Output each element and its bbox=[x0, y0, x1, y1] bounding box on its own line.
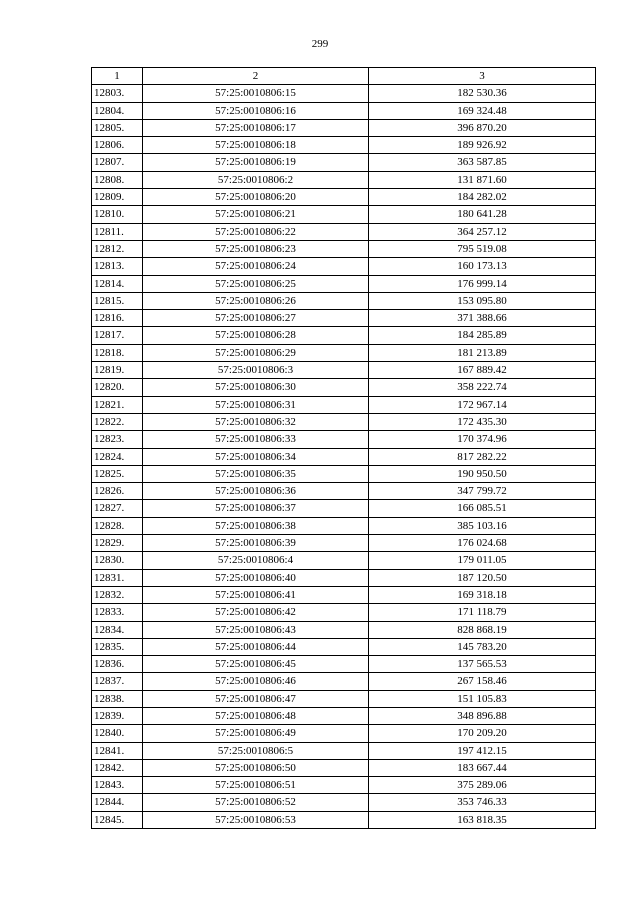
row-number-cell: 12804. bbox=[92, 102, 143, 119]
cadastral-number-cell: 57:25:0010806:18 bbox=[143, 137, 369, 154]
cadastral-number-cell: 57:25:0010806:38 bbox=[143, 517, 369, 534]
value-cell: 167 889.42 bbox=[369, 362, 596, 379]
row-number-cell: 12833. bbox=[92, 604, 143, 621]
cadastral-number-cell: 57:25:0010806:24 bbox=[143, 258, 369, 275]
value-cell: 170 374.96 bbox=[369, 431, 596, 448]
table-row bbox=[92, 811, 596, 828]
cadastral-number-cell: 57:25:0010806:41 bbox=[143, 586, 369, 603]
value-cell: 181 213.89 bbox=[369, 344, 596, 361]
value-cell: 179 011.05 bbox=[369, 552, 596, 569]
row-number-cell: 12840. bbox=[92, 725, 143, 742]
row-number-cell: 12822. bbox=[92, 413, 143, 430]
cadastral-number-cell: 57:25:0010806:2 bbox=[143, 171, 369, 188]
value-cell: 184 282.02 bbox=[369, 189, 596, 206]
cadastral-number-cell: 57:25:0010806:53 bbox=[143, 811, 369, 828]
cadastral-number-cell: 57:25:0010806:3 bbox=[143, 362, 369, 379]
cadastral-number-cell: 57:25:0010806:36 bbox=[143, 483, 369, 500]
row-number-cell: 12843. bbox=[92, 777, 143, 794]
table-row bbox=[92, 275, 596, 292]
table-row bbox=[92, 707, 596, 724]
value-cell: 172 435.30 bbox=[369, 413, 596, 430]
row-number-cell: 12845. bbox=[92, 811, 143, 828]
value-cell: 131 871.60 bbox=[369, 171, 596, 188]
table-row bbox=[92, 794, 596, 811]
cadastral-number-cell: 57:25:0010806:40 bbox=[143, 569, 369, 586]
row-number-cell: 12812. bbox=[92, 240, 143, 257]
cadastral-number-cell: 57:25:0010806:51 bbox=[143, 777, 369, 794]
row-number-cell: 12818. bbox=[92, 344, 143, 361]
cadastral-number-cell: 57:25:0010806:50 bbox=[143, 759, 369, 776]
value-cell: 375 289.06 bbox=[369, 777, 596, 794]
value-cell: 363 587.85 bbox=[369, 154, 596, 171]
value-cell: 170 209.20 bbox=[369, 725, 596, 742]
row-number-cell: 12835. bbox=[92, 638, 143, 655]
row-number-cell: 12809. bbox=[92, 189, 143, 206]
header-row bbox=[92, 68, 596, 85]
row-number-cell: 12803. bbox=[92, 85, 143, 102]
table-row bbox=[92, 310, 596, 327]
cadastral-number-cell: 57:25:0010806:27 bbox=[143, 310, 369, 327]
row-number-cell: 12823. bbox=[92, 431, 143, 448]
table-row bbox=[92, 535, 596, 552]
value-cell: 828 868.19 bbox=[369, 621, 596, 638]
value-cell: 163 818.35 bbox=[369, 811, 596, 828]
table-row bbox=[92, 517, 596, 534]
cadastral-number-cell: 57:25:0010806:46 bbox=[143, 673, 369, 690]
row-number-cell: 12820. bbox=[92, 379, 143, 396]
table-row bbox=[92, 465, 596, 482]
table-row bbox=[92, 586, 596, 603]
table-row bbox=[92, 292, 596, 309]
row-number-cell: 12838. bbox=[92, 690, 143, 707]
table-row bbox=[92, 413, 596, 430]
value-cell: 347 799.72 bbox=[369, 483, 596, 500]
row-number-cell: 12810. bbox=[92, 206, 143, 223]
cadastral-number-cell: 57:25:0010806:30 bbox=[143, 379, 369, 396]
cadastral-number-cell: 57:25:0010806:4 bbox=[143, 552, 369, 569]
row-number-cell: 12839. bbox=[92, 707, 143, 724]
table-row bbox=[92, 223, 596, 240]
row-number-cell: 12827. bbox=[92, 500, 143, 517]
cadastral-number-cell: 57:25:0010806:39 bbox=[143, 535, 369, 552]
row-number-cell: 12806. bbox=[92, 137, 143, 154]
value-cell: 169 318.18 bbox=[369, 586, 596, 603]
table-row bbox=[92, 362, 596, 379]
value-cell: 396 870.20 bbox=[369, 119, 596, 136]
row-number-cell: 12844. bbox=[92, 794, 143, 811]
cadastral-number-cell: 57:25:0010806:48 bbox=[143, 707, 369, 724]
cadastral-number-cell: 57:25:0010806:21 bbox=[143, 206, 369, 223]
table-row bbox=[92, 119, 596, 136]
table-header bbox=[92, 68, 596, 85]
cadastral-number-cell: 57:25:0010806:44 bbox=[143, 638, 369, 655]
row-number-cell: 12842. bbox=[92, 759, 143, 776]
table-row bbox=[92, 344, 596, 361]
row-number-cell: 12807. bbox=[92, 154, 143, 171]
table-row bbox=[92, 189, 596, 206]
row-number-cell: 12832. bbox=[92, 586, 143, 603]
row-number-cell: 12817. bbox=[92, 327, 143, 344]
cadastral-number-cell: 57:25:0010806:16 bbox=[143, 102, 369, 119]
row-number-cell: 12837. bbox=[92, 673, 143, 690]
table-row bbox=[92, 396, 596, 413]
table-row bbox=[92, 500, 596, 517]
row-number-cell: 12834. bbox=[92, 621, 143, 638]
page-number: 299 bbox=[311, 38, 329, 50]
table-row bbox=[92, 673, 596, 690]
table-row bbox=[92, 154, 596, 171]
value-cell: 385 103.16 bbox=[369, 517, 596, 534]
row-number-cell: 12813. bbox=[92, 258, 143, 275]
value-cell: 145 783.20 bbox=[369, 638, 596, 655]
row-number-cell: 12826. bbox=[92, 483, 143, 500]
cadastral-number-cell: 57:25:0010806:17 bbox=[143, 119, 369, 136]
cadastral-number-cell: 57:25:0010806:42 bbox=[143, 604, 369, 621]
cadastral-number-cell: 57:25:0010806:32 bbox=[143, 413, 369, 430]
table-row bbox=[92, 552, 596, 569]
table-row bbox=[92, 725, 596, 742]
row-number-cell: 12825. bbox=[92, 465, 143, 482]
cadastral-number-cell: 57:25:0010806:37 bbox=[143, 500, 369, 517]
cadastral-number-cell: 57:25:0010806:29 bbox=[143, 344, 369, 361]
table-row bbox=[92, 656, 596, 673]
value-cell: 180 641.28 bbox=[369, 206, 596, 223]
value-cell: 169 324.48 bbox=[369, 102, 596, 119]
row-number-cell: 12811. bbox=[92, 223, 143, 240]
row-number-cell: 12830. bbox=[92, 552, 143, 569]
value-cell: 151 105.83 bbox=[369, 690, 596, 707]
row-number-cell: 12831. bbox=[92, 569, 143, 586]
table-body bbox=[92, 85, 596, 829]
row-number-cell: 12819. bbox=[92, 362, 143, 379]
cadastral-number-cell: 57:25:0010806:34 bbox=[143, 448, 369, 465]
row-number-cell: 12836. bbox=[92, 656, 143, 673]
value-cell: 176 999.14 bbox=[369, 275, 596, 292]
value-cell: 172 967.14 bbox=[369, 396, 596, 413]
value-cell: 364 257.12 bbox=[369, 223, 596, 240]
table-row bbox=[92, 102, 596, 119]
value-cell: 795 519.08 bbox=[369, 240, 596, 257]
value-cell: 348 896.88 bbox=[369, 707, 596, 724]
cadastral-number-cell: 57:25:0010806:47 bbox=[143, 690, 369, 707]
table-row bbox=[92, 604, 596, 621]
value-cell: 267 158.46 bbox=[369, 673, 596, 690]
cadastral-number-cell: 57:25:0010806:35 bbox=[143, 465, 369, 482]
value-cell: 171 118.79 bbox=[369, 604, 596, 621]
cadastral-number-cell: 57:25:0010806:52 bbox=[143, 794, 369, 811]
value-cell: 137 565.53 bbox=[369, 656, 596, 673]
row-number-cell: 12828. bbox=[92, 517, 143, 534]
table-row bbox=[92, 379, 596, 396]
table-row bbox=[92, 240, 596, 257]
cadastral-number-cell: 57:25:0010806:26 bbox=[143, 292, 369, 309]
value-cell: 183 667.44 bbox=[369, 759, 596, 776]
cadastral-number-cell: 57:25:0010806:22 bbox=[143, 223, 369, 240]
table-row bbox=[92, 759, 596, 776]
table-row bbox=[92, 137, 596, 154]
table-row bbox=[92, 638, 596, 655]
value-cell: 197 412.15 bbox=[369, 742, 596, 759]
table-row bbox=[92, 85, 596, 102]
row-number-cell: 12815. bbox=[92, 292, 143, 309]
table-row bbox=[92, 483, 596, 500]
column-header-3: 3 bbox=[369, 68, 596, 85]
row-number-cell: 12841. bbox=[92, 742, 143, 759]
row-number-cell: 12814. bbox=[92, 275, 143, 292]
registry-table bbox=[91, 67, 596, 829]
table-row bbox=[92, 171, 596, 188]
cadastral-number-cell: 57:25:0010806:19 bbox=[143, 154, 369, 171]
cadastral-number-cell: 57:25:0010806:43 bbox=[143, 621, 369, 638]
cadastral-number-cell: 57:25:0010806:5 bbox=[143, 742, 369, 759]
row-number-cell: 12824. bbox=[92, 448, 143, 465]
value-cell: 184 285.89 bbox=[369, 327, 596, 344]
row-number-cell: 12821. bbox=[92, 396, 143, 413]
column-header-1: 1 bbox=[92, 68, 143, 85]
column-header-2: 2 bbox=[143, 68, 369, 85]
cadastral-number-cell: 57:25:0010806:33 bbox=[143, 431, 369, 448]
value-cell: 182 530.36 bbox=[369, 85, 596, 102]
cadastral-number-cell: 57:25:0010806:25 bbox=[143, 275, 369, 292]
cadastral-number-cell: 57:25:0010806:28 bbox=[143, 327, 369, 344]
cadastral-number-cell: 57:25:0010806:15 bbox=[143, 85, 369, 102]
table-row bbox=[92, 777, 596, 794]
cadastral-number-cell: 57:25:0010806:49 bbox=[143, 725, 369, 742]
cadastral-number-cell: 57:25:0010806:23 bbox=[143, 240, 369, 257]
table-row bbox=[92, 621, 596, 638]
table-row bbox=[92, 569, 596, 586]
cadastral-number-cell: 57:25:0010806:45 bbox=[143, 656, 369, 673]
table-row bbox=[92, 327, 596, 344]
table-row bbox=[92, 742, 596, 759]
value-cell: 187 120.50 bbox=[369, 569, 596, 586]
value-cell: 189 926.92 bbox=[369, 137, 596, 154]
value-cell: 176 024.68 bbox=[369, 535, 596, 552]
table-row bbox=[92, 690, 596, 707]
row-number-cell: 12805. bbox=[92, 119, 143, 136]
value-cell: 190 950.50 bbox=[369, 465, 596, 482]
value-cell: 371 388.66 bbox=[369, 310, 596, 327]
value-cell: 817 282.22 bbox=[369, 448, 596, 465]
row-number-cell: 12816. bbox=[92, 310, 143, 327]
table-row bbox=[92, 258, 596, 275]
value-cell: 166 085.51 bbox=[369, 500, 596, 517]
row-number-cell: 12808. bbox=[92, 171, 143, 188]
row-number-cell: 12829. bbox=[92, 535, 143, 552]
cadastral-number-cell: 57:25:0010806:20 bbox=[143, 189, 369, 206]
table-row bbox=[92, 431, 596, 448]
table-row bbox=[92, 448, 596, 465]
value-cell: 153 095.80 bbox=[369, 292, 596, 309]
value-cell: 358 222.74 bbox=[369, 379, 596, 396]
value-cell: 160 173.13 bbox=[369, 258, 596, 275]
value-cell: 353 746.33 bbox=[369, 794, 596, 811]
cadastral-number-cell: 57:25:0010806:31 bbox=[143, 396, 369, 413]
table-row bbox=[92, 206, 596, 223]
